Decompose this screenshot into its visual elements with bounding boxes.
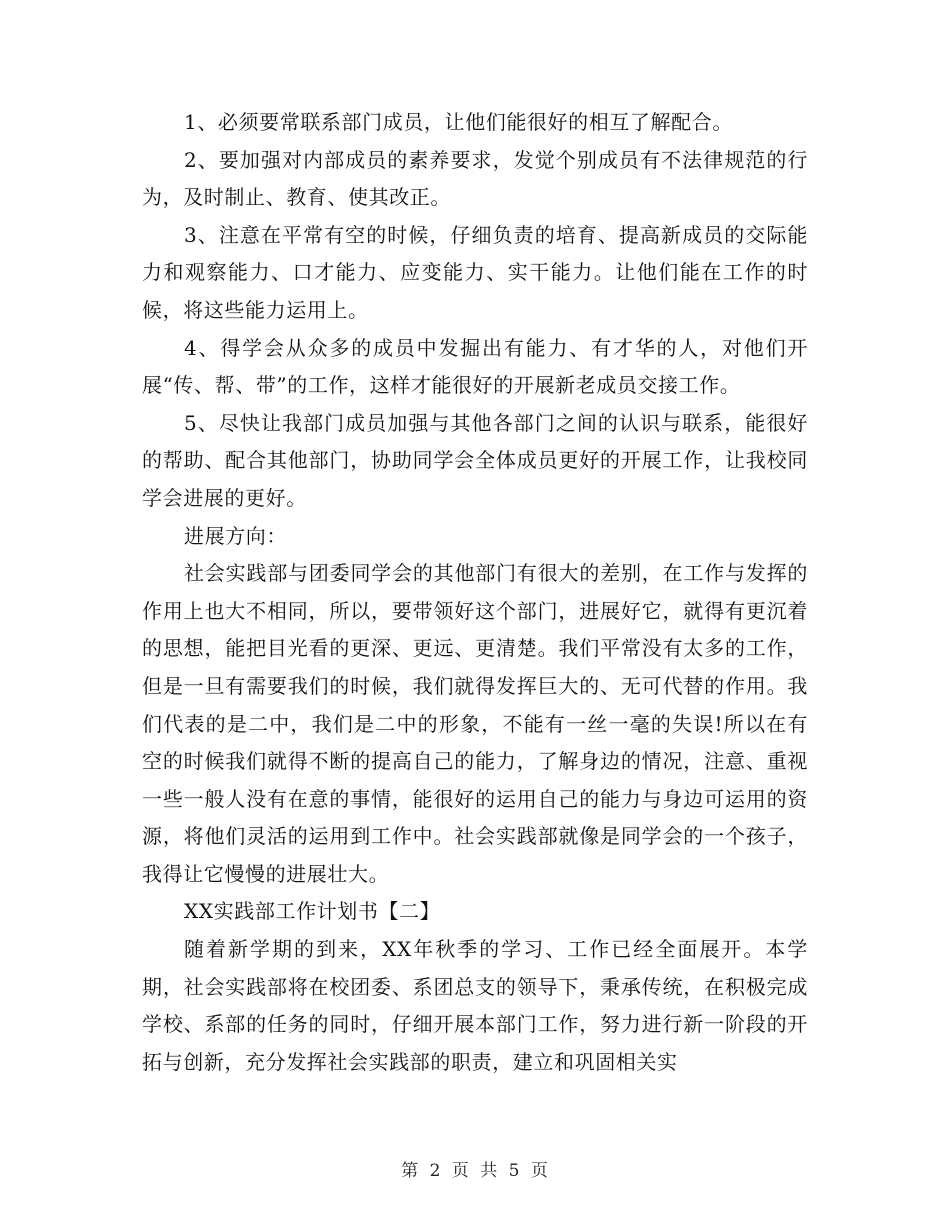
paragraph-item-3: 3、注意在平常有空的时候，仔细负责的培育、提高新成员的交际能力和观察能力、口才能力、应变能力、实干能力。让他们能在工作的时候，将这些能力运用上。: [142, 222, 808, 322]
section-heading-direction: 进展方向：: [184, 523, 287, 548]
paragraph-item-2: 2、要加强对内部成员的素养要求，发觉个别成员有不法律规范的行为，及时制止、教育、使其改正。: [142, 147, 808, 210]
page-number-footer: 第 2 页 共 5 页: [401, 1161, 549, 1181]
document-body: [142, 104, 808, 1081]
section-heading-plan-two: XX实践部工作计划书【二】: [184, 899, 441, 924]
paragraph-direction-body: 社会实践部与团委同学会的其他部门有很大的差别，在工作与发挥的作用上也大不相同，所以，要带领好这个部门，进展好它，就得有更沉着的思想，能把目光看的更深、更远、更清楚。我们平常没有太多的工作，但是一旦有需要我们的时候，我们就得发挥巨大的、无可代替的作用。我们代表的是二中，我们是二中的形象，不能有一丝一毫的失误!所以在有空的时候我们就得不断的提高自己的能力，了解身边的情况，注意、重视一些一般人没有在意的事情，能很好的运用自己的能力与身边可运用的资源，将他们灵活的运用到工作中。社会实践部就像是同学会的一个孩子，我得让它慢慢的进展壮大。: [142, 561, 808, 886]
paragraph-item-1: 1、必须要常联系部门成员，让他们能很好的相互了解配合。: [184, 110, 733, 134]
paragraph-item-5: 5、尽快让我部门成员加强与其他各部门之间的认识与联系，能很好的帮助、配合其他部门，协助同学会全体成员更好的开展工作，让我校同学会进展的更好。: [142, 410, 808, 510]
paragraph-plan-two-body: 随着新学期的到来，XX年秋季的学习、工作已经全面展开。本学期，社会实践部将在校团委、系团总支的领导下，秉承传统，在积极完成学校、系部的任务的同时，仔细开展本部门工作，努力进行新一阶段的开拓与创新，充分发挥社会实践部的职责，建立和巩固相关实: [142, 937, 808, 1074]
paragraph-item-4: 4、得学会从众多的成员中发掘出有能力、有才华的人，对他们开展“传、帮、带”的工作，这样才能很好的开展新老成员交接工作。: [142, 335, 808, 398]
